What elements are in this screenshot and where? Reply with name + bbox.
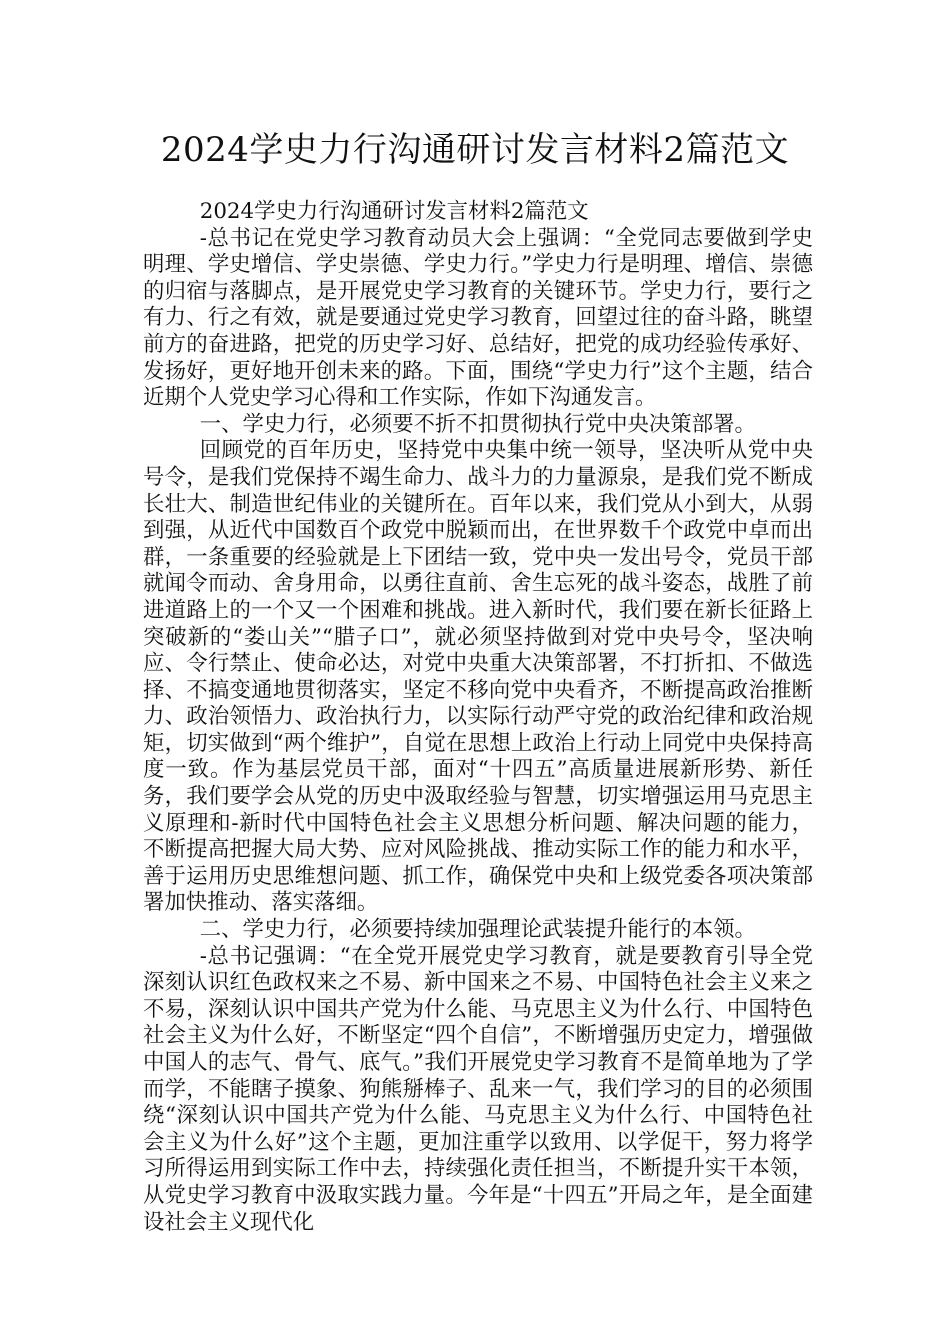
section-heading-1: 一、学史力行，必须要不折不扣贯彻执行党中央决策部署。 — [199, 411, 756, 437]
paragraph-section-2: -总书记强调：“在全党开展党史学习教育，就是要教育引导全党深刻认识红色政权来之不易、新中国来之不易、中国特色社会主义来之不易，深刻认识中国共产党为什么能、马克思主义为什么行、中国特色社会主义为什么好，不断坚定“四个自信”，不断增强历史定力，增强做中国人的志气、骨气、底气。”我们开展党史学习教育不是简单地为了学而学，不能瞎子摸象、狗熊掰棒子、乱来一气，我们学习的目的必须围绕“深刻认识中国共产党为什么能、马克思主义为什么行、中国特色社会主义为什么好”这个主题，更加注重学以致用、以学促干，努力将学习所得运用到实际工作中去，持续强化责任担当，不断提升实干本领，从党史学习教育中汲取实践力量。今年是“十四五”开局之年，是全面建设社会主义现代化 — [143, 943, 813, 1235]
document-body — [143, 199, 813, 1236]
paragraph-repeated-title: 2024学史力行沟通研讨发言材料2篇范文 — [199, 199, 589, 224]
paragraph-section-1: 回顾党的百年历史，坚持党中央集中统一领导，坚决听从党中央号令，是我们党保持不竭生命力、战斗力的力量源泉，是我们党不断成长壮大、制造世纪伟业的关键所在。百年以来，我们党从小到大，从弱到强，从近代中国数百个政党中脱颖而出，在世界数千个政党中卓而出群，一条重要的经验就是上下团结一致，党中央一发出号令，党员干部就闻令而动、舍身用命，以勇往直前、舍生忘死的战斗姿态，战胜了前进道路上的一个又一个困难和挑战。进入新时代，我们要在新长征路上突破新的“娄山关”“腊子口”，就必须坚持做到对党中央号令，坚决响应、令行禁止、使命必达，对党中央重大决策部署，不打折扣、不做选择、不搞变通地贯彻落实，坚定不移向党中央看齐，不断提高政治推断力、政治领悟力、政治执行力，以实际行动严守党的政治纪律和政治规矩，切实做到“两个维护”，自觉在思想上政治上行动上同党中央保持高度一致。作为基层党员干部，面对“十四五”高质量进展新形势、新任务，我们要学会从党的历史中汲取经验与智慧，切实增强运用马克思主义原理和-新时代中国特色社会主义思想分析问题、解决问题的能力，不断提高把握大局大势、应对风险挑战、推动实际工作的能力和水平，善于运用历史思维想问题、抓工作，确保党中央和上级党委各项决策部署加快推动、落实落细。 — [143, 438, 813, 916]
paragraph-intro: -总书记在党史学习教育动员大会上强调：“全党同志要做到学史明理、学史增信、学史崇德、学史力行。”学史力行是明理、增信、崇德的归宿与落脚点，是开展党史学习教育的关键环节。学史力行，要行之有力、行之有效，就是要通过党史学习教育，回望过往的奋斗路，眺望前方的奋进路，把党的历史学习好、总结好，把党的成功经验传承好、发扬好，更好地开创未来的路。下面，围绕“学史力行”这个主题，结合近期个人党史学习心得和工作实际，作如下沟通发言。 — [143, 225, 813, 411]
document-title: 2024学史力行沟通研讨发言材料2篇范文 — [160, 130, 790, 170]
section-heading-2: 二、学史力行，必须要持续加强理论武装提升能行的本领。 — [199, 917, 756, 943]
